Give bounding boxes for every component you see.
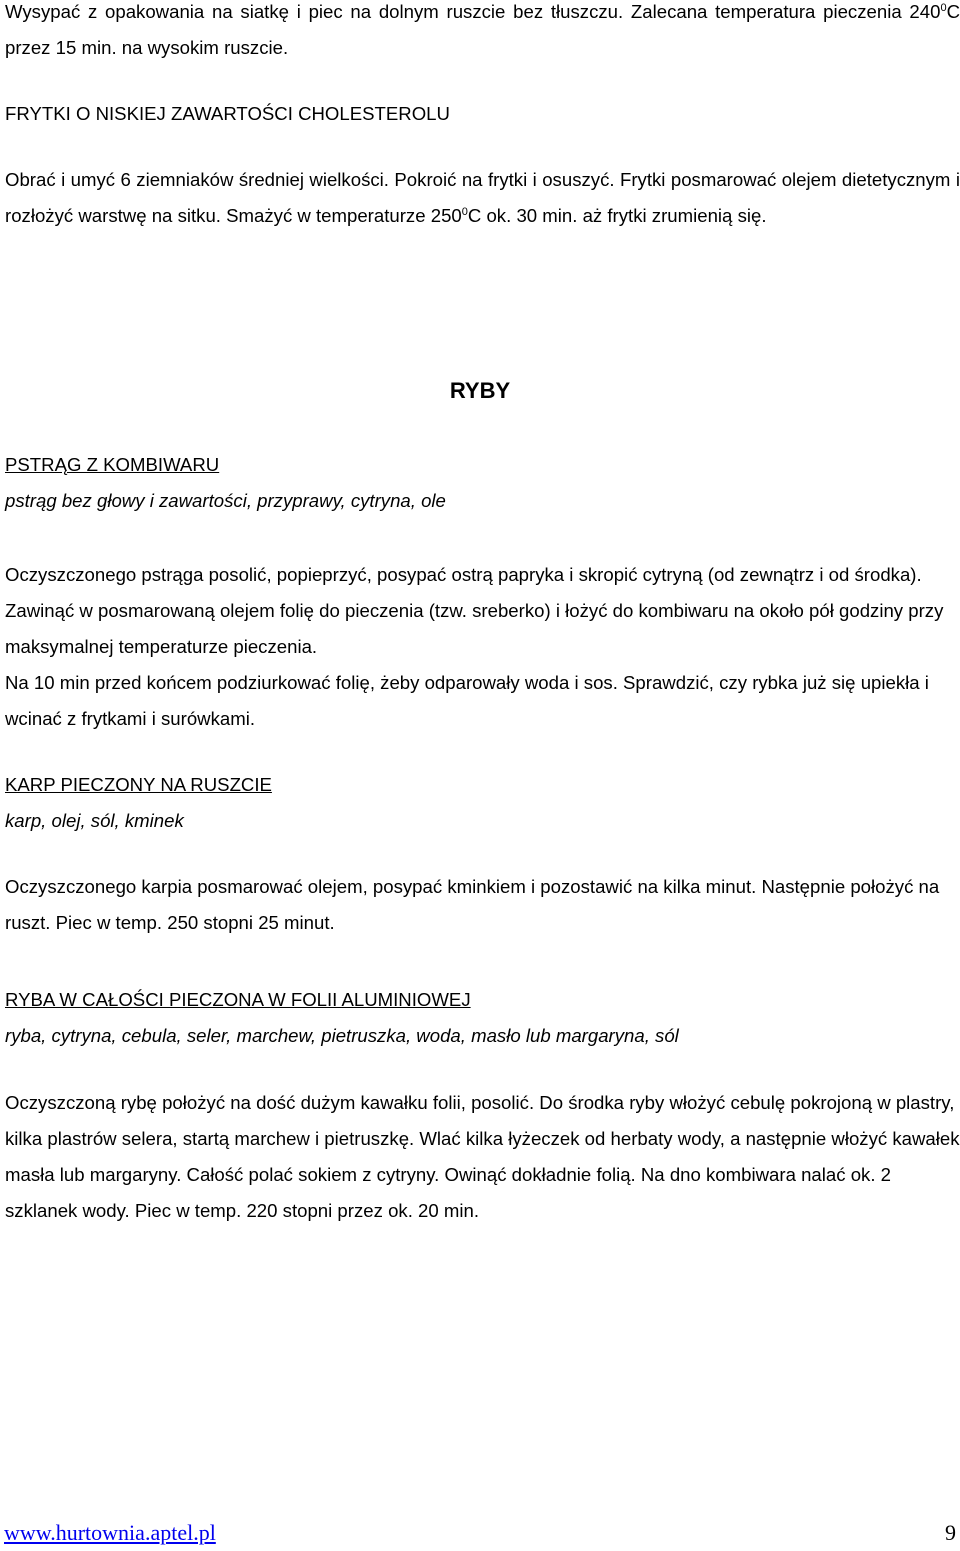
whole-fish-heading: RYBA W CAŁOŚCI PIECZONA W FOLII ALUMINIOWEJ bbox=[5, 989, 471, 1010]
degree-superscript: 0 bbox=[940, 2, 947, 14]
degree-superscript: 0 bbox=[461, 206, 468, 218]
intro-text-end: C przez 15 min. na wysokim ruszcie. bbox=[5, 1, 960, 58]
fries-text: Obrać i umyć 6 ziemniaków średniej wielkości. Pokroić na frytki i osuszyć. Frytki posmarować olejem dietetycznym i rozłożyć warstwę na sitku. Smażyć w temperaturze 250 bbox=[5, 169, 960, 226]
whole-fish-ingredients: ryba, cytryna, cebula, seler, marchew, pietruszka, woda, masło lub margaryna, sól bbox=[5, 1025, 679, 1046]
fries-paragraph bbox=[5, 162, 960, 234]
carp-ingredients: karp, olej, sól, kminek bbox=[5, 810, 184, 831]
whole-fish-paragraph: Oczyszczoną rybę położyć na dość dużym kawałku folii, posolić. Do środka ryby włożyć cebulę pokrojoną w plastry, kilka plastrów selera, startą marchew i pietruszkę. Wlać kilka łyżeczek od herbaty wody, a następnie włożyć kawałek masła lub margaryny. Całość polać sokiem z cytryny. Owinąć dokładnie folią. Na dno kombiwara nalać ok. 2 szklanek wody. Piec w temp. 220 stopni przez ok. 20 min. bbox=[5, 1092, 960, 1221]
footer-website-link[interactable]: www.hurtownia.aptel.pl bbox=[4, 1520, 216, 1545]
carp-heading: KARP PIECZONY NA RUSZCIE bbox=[5, 774, 272, 795]
trout-paragraph-2: Na 10 min przed końcem podziurkować folię, żeby odparowały woda i sos. Sprawdzić, czy rybka już się upiekła i wcinać z frytkami i surówkami. bbox=[5, 672, 929, 729]
fries-heading: FRYTKI O NISKIEJ ZAWARTOŚCI CHOLESTEROLU bbox=[5, 103, 450, 124]
section-title: RYBY bbox=[449, 378, 511, 403]
carp-paragraph: Oczyszczonego karpia posmarować olejem, posypać kminkiem i pozostawić na kilka minut. Następnie położyć na ruszt. Piec w temp. 250 stopni 25 minut. bbox=[5, 876, 940, 933]
intro-text: Wysypać z opakowania na siatkę i piec na dolnym ruszcie bez tłuszczu. Zalecana temperatura pieczenia 240 bbox=[5, 1, 941, 22]
trout-heading: PSTRĄG Z KOMBIWARU bbox=[5, 454, 220, 475]
fries-text-end: C ok. 30 min. aż frytki zrumienią się. bbox=[467, 205, 767, 226]
intro-paragraph bbox=[5, 0, 960, 66]
trout-paragraph-1: Oczyszczonego pstrąga posolić, popieprzyć, posypać ostrą papryka i skropić cytryną (od zewnątrz i od środka). Zawinąć w posmarowaną olejem folię do pieczenia (tzw. sreberko) i łożyć do kombiwaru na około pół godziny przy maksymalnej temperaturze pieczenia. bbox=[5, 564, 944, 657]
page-number: 9 bbox=[945, 1520, 956, 1545]
trout-ingredients: pstrąg bez głowy i zawartości, przyprawy, cytryna, ole bbox=[5, 490, 446, 511]
